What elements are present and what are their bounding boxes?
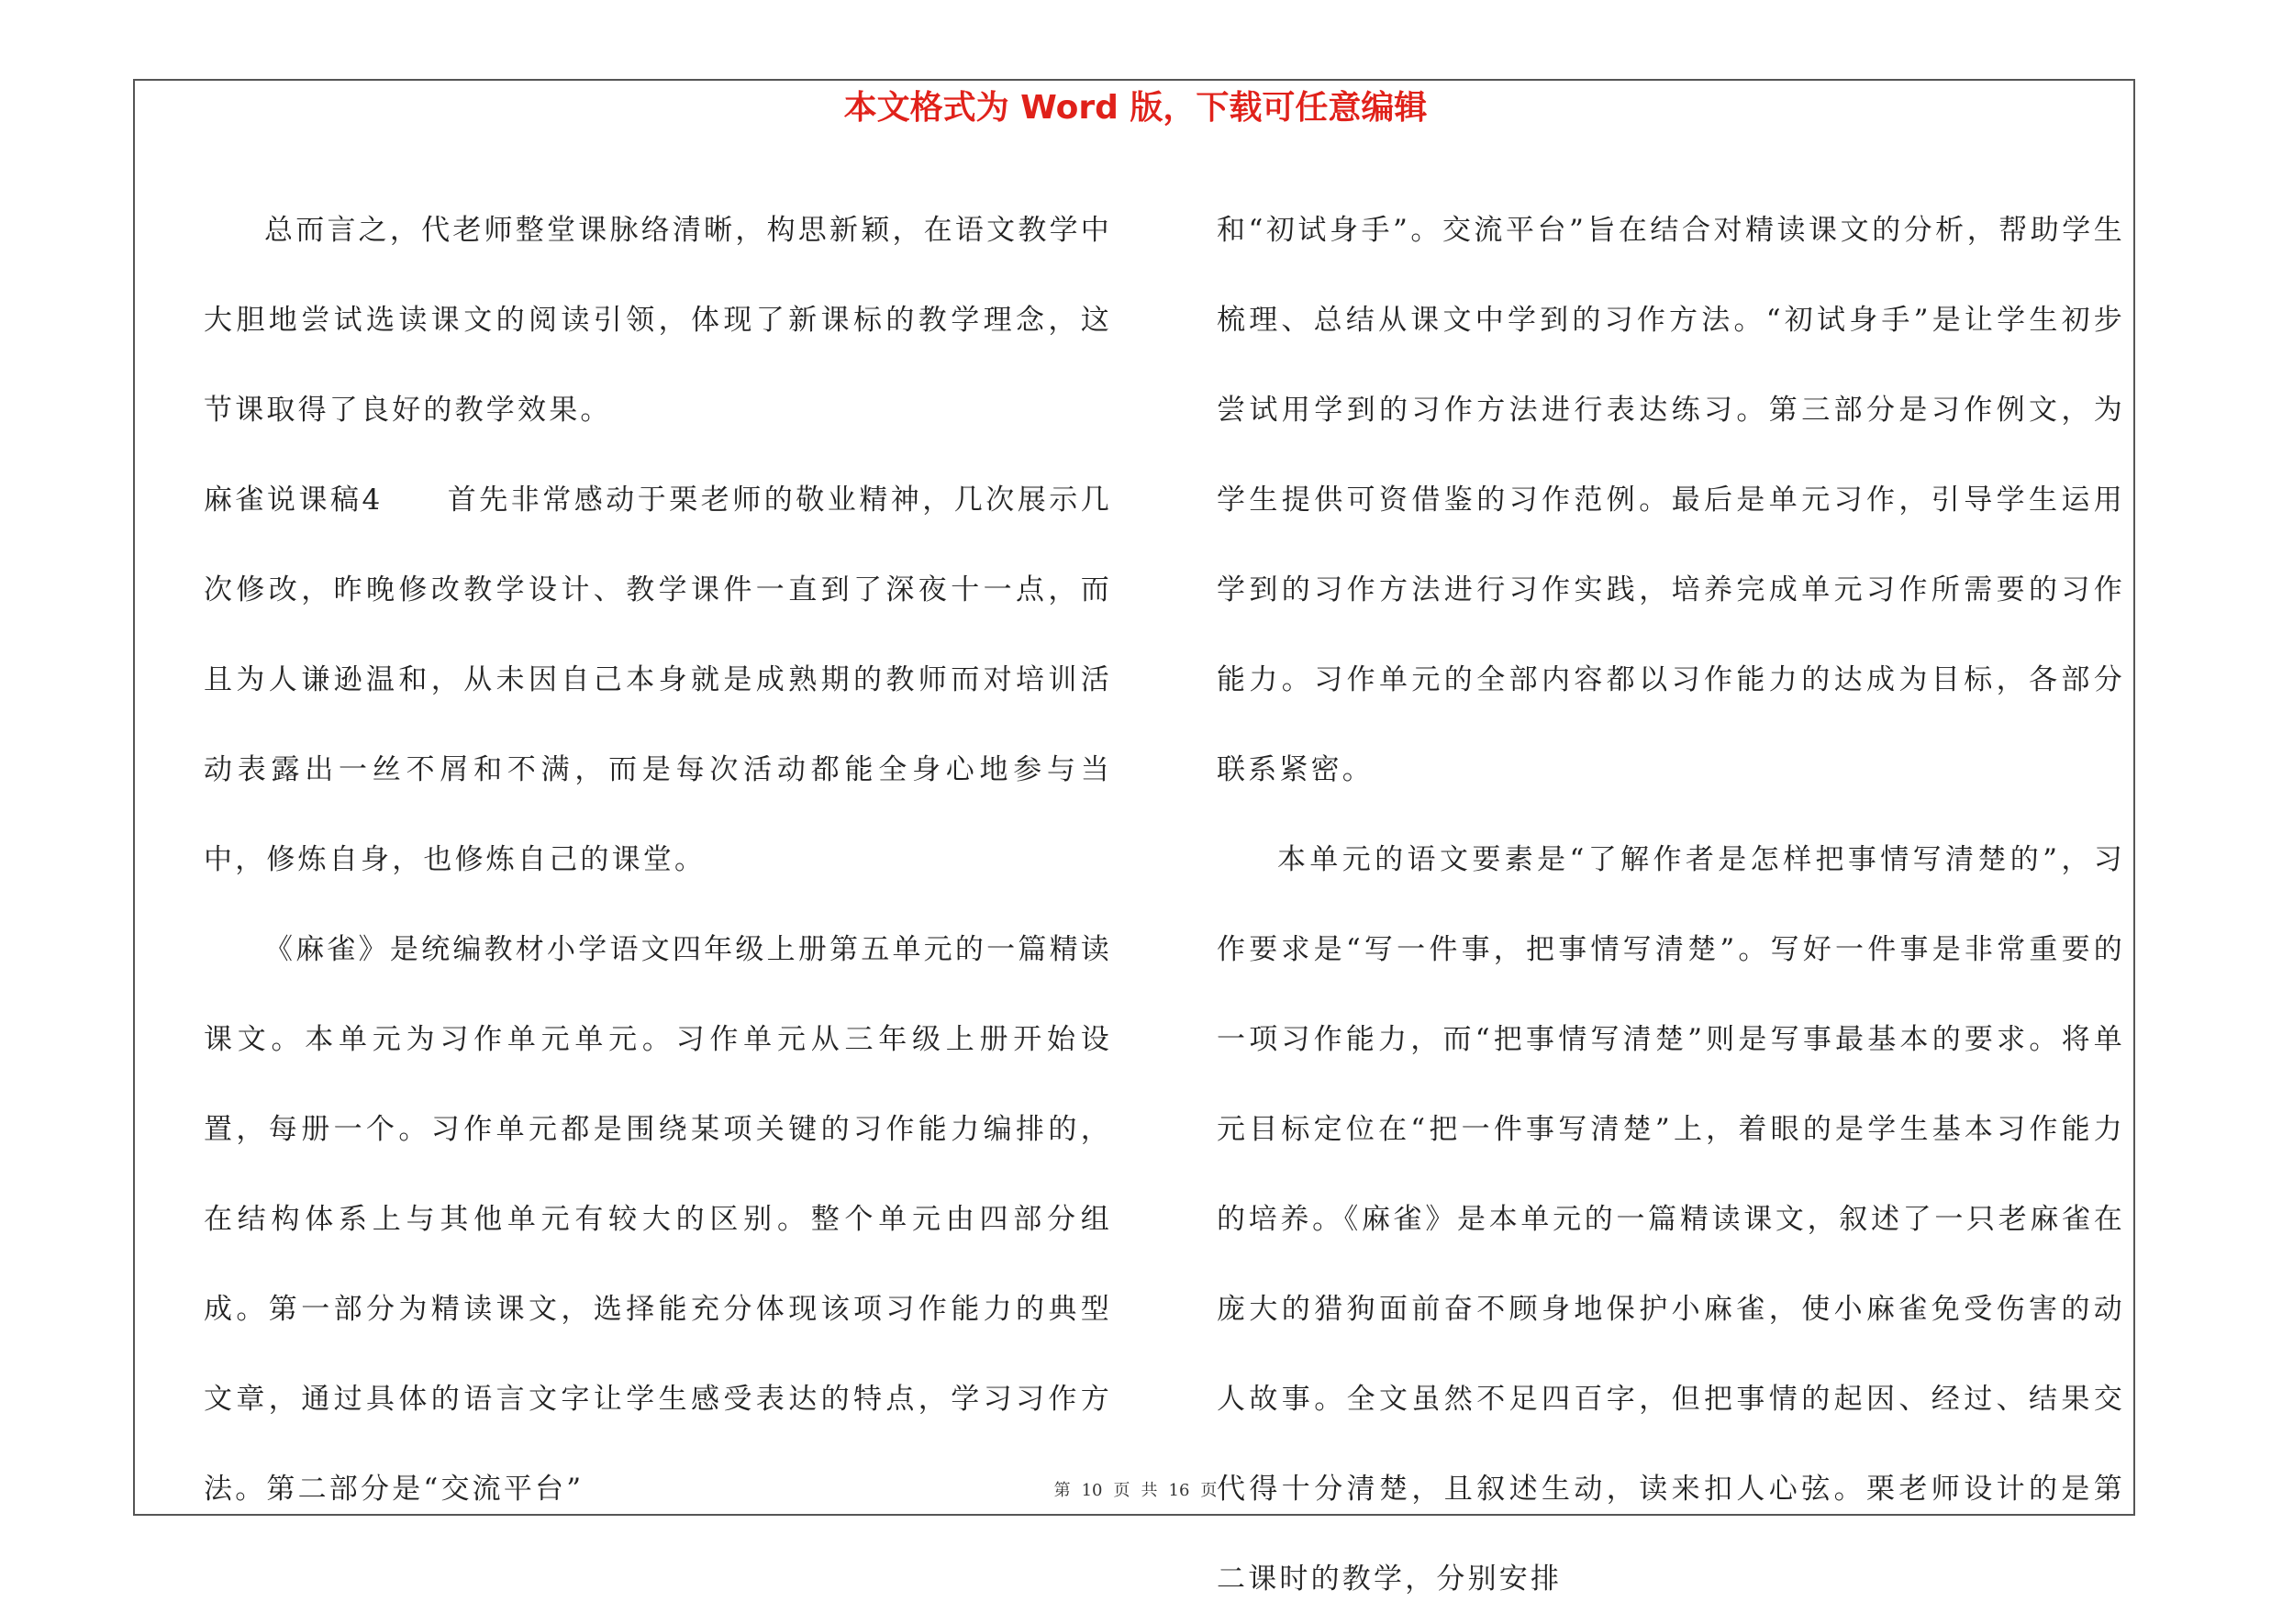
word-format-notice: 本文格式为 Word 版，下载可任意编辑 — [843, 89, 1428, 127]
current-page-number: 10 — [1081, 1481, 1103, 1500]
paragraph: 总而言之，代老师整堂课脉络清晰，构思新颖，在语文教学中大胆地尝试选读课文的阅读引领，体现了新课标的教学理念，这节课取得了良好的教学效果。 — [204, 214, 1112, 427]
total-page-count: 16 — [1168, 1481, 1190, 1500]
paragraph-text: 首先非常感动于栗老师的敬业精神，几次展示几次修改，昨晚修改教学设计、教学课件一直到了深夜十一点，而且为人谦逊温和，从未因自己本身就是成熟期的教师而对培训活动表露出一丝不屑和不满，而是每次活动都能全身心地参与当中，修炼自身，也修炼自己的课堂。 — [204, 484, 1112, 876]
footer-di: 第 — [1053, 1481, 1071, 1500]
paragraph-with-title — [204, 455, 1112, 905]
section-title: 麻雀说课稿4 — [204, 484, 384, 517]
footer-gong: 共 — [1141, 1481, 1158, 1500]
footer-ye2: 页 — [1200, 1481, 1218, 1500]
footer-ye: 页 — [1113, 1481, 1130, 1500]
right-column — [1217, 185, 2125, 1624]
paragraph: 本单元的语文要素是“了解作者是怎样把事情写清楚的”，习作要求是“写一件事，把事情写清楚”。写好一件事是非常重要的一项习作能力，而“把事情写清楚”则是写事最基本的要求。将单元目标定位在“把一件事写清楚”上，着眼的是学生基本习作能力的培养。《麻雀》是本单元的一篇精读课文，叙述了一只老麻雀在庞大的猎狗面前奋不顾身地保护小麻雀，使小麻雀免受伤害的动人故事。全文虽然不足四百字，但把事情的起因、经过、结果交代得十分清楚，且叙述生动，读来扣人心弦。栗老师设计的是第二课时的教学，分别安排 — [1217, 843, 2125, 1596]
paragraph: 和“初试身手”。交流平台”旨在结合对精读课文的分析，帮助学生梳理、总结从课文中学到的习作方法。“初试身手”是让学生初步尝试用学到的习作方法进行表达练习。第三部分是习作例文，为学生提供可资借鉴的习作范例。最后是单元习作，引导学生运用学到的习作方法进行习作实践，培养完成单元习作所需要的习作能力。习作单元的全部内容都以习作能力的达成为目标，各部分联系紧密。 — [1217, 214, 2125, 786]
page-number-footer — [0, 1477, 2271, 1501]
left-column — [204, 185, 1112, 1534]
paragraph: 《麻雀》是统编教材小学语文四年级上册第五单元的一篇精读课文。本单元为习作单元单元。习作单元从三年级上册开始设置，每册一个。习作单元都是围绕某项关键的习作能力编排的，在结构体系上与其他单元有较大的区别。整个单元由四部分组成。第一部分为精读课文，选择能充分体现该项习作能力的典型文章，通过具体的语言文字让学生感受表达的特点，学习习作方法。第二部分是“交流平台” — [204, 933, 1112, 1506]
